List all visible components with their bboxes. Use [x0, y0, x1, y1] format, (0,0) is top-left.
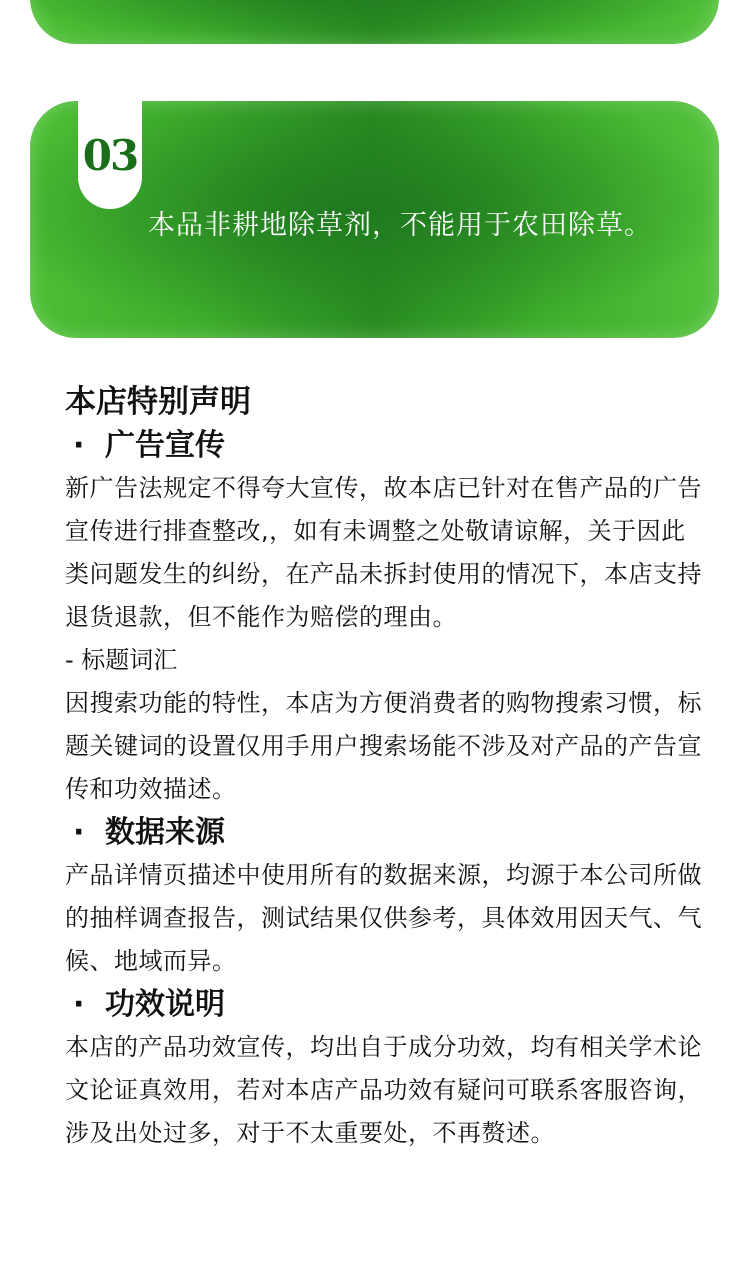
bullet-icon: · [73, 815, 85, 850]
title-words-subheading: - 标题词汇 [65, 646, 178, 674]
card-notice-text: 本品非耕地除草剂，不能用于农田除草。 [148, 210, 652, 241]
efficacy-paragraph: 本店的产品功效宣传，均出自于成分功效，均有相关学术论文论证真效用，若对本店产品功效有疑问可联系客服咨询，涉及出处过多，对于不太重要处，不再赘述。 [65, 1033, 702, 1147]
bullet-icon: · [73, 987, 85, 1022]
section-heading-efficacy [65, 983, 705, 1026]
section-heading-label: 功效说明 [105, 987, 225, 1022]
bullet-icon: · [73, 428, 85, 463]
notice-card-03 [30, 101, 719, 338]
data-source-paragraph: 产品详情页描述中使用所有的数据来源，均源于本公司所做的抽样调查报告，测试结果仅供参考，具体效用因天气、气候、地域而异。 [65, 861, 702, 975]
statement-title: 本店特别声明 [65, 384, 251, 420]
store-statement [65, 380, 705, 1155]
advertising-paragraph: 新广告法规定不得夸大宣传，故本店已针对在售产品的广告宣传进行排查整改,，如有未调整之处敬请谅解，关于因此类问题发生的纠纷，在产品未拆封使用的情况下，本店支持退货退款，但不能作为赔偿的理由。 [65, 474, 702, 631]
section-heading-data-source [65, 811, 705, 854]
section-heading-label: 数据来源 [105, 815, 225, 850]
section-heading-advertising [65, 424, 705, 467]
previous-green-card [30, 0, 719, 44]
card-number: 03 [82, 131, 138, 180]
section-heading-label: 广告宣传 [105, 428, 225, 463]
number-tab [78, 101, 142, 209]
title-words-paragraph: 因搜索功能的特性，本店为方便消费者的购物搜索习惯，标题关键词的设置仅用手用户搜索场能不涉及对产品的产告宣传和功效描述。 [65, 689, 702, 803]
